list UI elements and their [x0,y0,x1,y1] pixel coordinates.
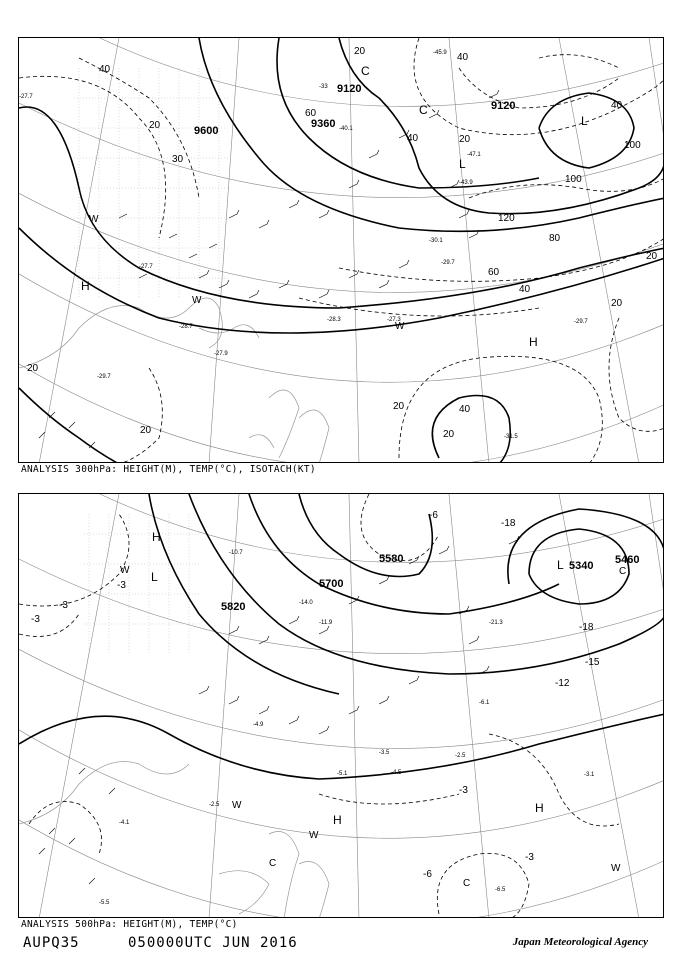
isotach-label: 120 [498,213,515,224]
isotach-label: 20 [140,425,152,436]
map-300hpa-svg [19,38,664,463]
map-500hpa-svg [19,494,664,918]
graticule-lon [39,494,664,918]
analysis-500hpa-map [18,493,664,918]
high-center: H [81,279,90,293]
isotherm-label: -6 [423,869,432,880]
high-center: H [152,530,161,544]
isotach-label: 100 [624,140,641,151]
isotherm-label: -15 [585,657,600,668]
caption-300hpa: ANALYSIS 300hPa: HEIGHT(M), TEMP(°C), ISOTACH(KT) [21,464,316,475]
temp-label: -29.7 [97,374,111,380]
isotach-label: 40 [99,64,111,75]
isotherm-label: -6 [429,510,438,521]
temp-label: -27.3 [387,317,401,323]
cold-center: C [361,64,370,78]
isotach-label: 20 [443,429,455,440]
isotach-label: 40 [519,284,531,295]
isotach-label: 40 [457,52,469,63]
graticule-lat [19,494,664,918]
caption-500hpa: ANALYSIS 500hPa: HEIGHT(M), TEMP(°C) [21,919,238,930]
height-label: 9120 [337,83,362,95]
temp-label: -31.5 [504,434,518,440]
temp-label: -6.1 [479,700,490,706]
temp-label: -29.7 [441,260,455,266]
temp-label: -3.1 [584,772,595,778]
temp-label: -6.5 [495,887,506,893]
isotherm-label: -3 [459,785,468,796]
temp-label: -30.1 [429,238,443,244]
height-label: 5460 [615,554,640,566]
low-center: L [151,570,158,584]
temp-contour-labels [31,510,600,880]
isotach-label: 20 [354,46,366,57]
low-center: L [581,114,588,128]
height-label: 5700 [319,578,344,590]
temp-label: -5.1 [337,771,348,777]
low-center: L [459,157,466,171]
height-label: 9120 [491,100,516,112]
isotherm-label: -18 [579,622,594,633]
isotach-label: 40 [611,100,623,111]
isotherm-label: -12 [555,678,570,689]
temp-label: -3.5 [379,750,390,756]
temp-label: -27.7 [19,94,33,100]
isotach-label: 20 [611,298,623,309]
high-center: H [333,813,342,827]
height-labels [194,83,515,137]
isotherm-label: -3 [31,614,40,625]
temp-label: -4.1 [119,820,130,826]
isotach-label: 20 [393,401,405,412]
isotach-label: 80 [549,233,561,244]
warm-center: W [192,295,202,306]
isotach-label: 40 [459,404,471,415]
cold-center: C [619,566,627,577]
isotach-label: 60 [305,108,317,119]
warm-center: W [120,565,130,576]
temp-label: -2.5 [209,802,220,808]
agency-name: Japan Meteorological Agency [512,936,648,948]
temp-label: -43.9 [459,180,473,186]
isotach-label: 20 [646,251,658,262]
warm-center: W [611,863,621,874]
analysis-300hpa-map [18,37,664,463]
cold-center: C [463,878,471,889]
high-center: H [535,801,544,815]
high-center: H [529,335,538,349]
isotach-label: 20 [459,134,471,145]
temp-label: -10.7 [229,550,243,556]
graticule-lon [39,38,664,463]
temp-labels [99,550,595,906]
isotach-label: 40 [407,133,419,144]
temp-label: -47.1 [467,152,481,158]
temp-label: -27.7 [139,264,153,270]
isotach-label: 100 [565,174,582,185]
cold-center: C [269,858,277,869]
cold-center: C [419,103,428,117]
temp-label: -28.3 [327,317,341,323]
chart-code: AUPQ35 [23,935,80,951]
isotherm-label: -3 [59,600,68,611]
height-label: 5820 [221,601,246,613]
temp-label: -11.9 [319,620,333,626]
temp-label: -29.7 [574,319,588,325]
temp-label: -4.5 [391,770,402,776]
temp-label: -21.3 [489,620,503,626]
temp-label: -40.1 [339,126,353,132]
warm-center: W [395,321,405,332]
isotach-label: 20 [149,120,161,131]
warm-center: W [309,830,319,841]
temp-label: -4.9 [253,722,264,728]
isotach-label: 60 [488,267,500,278]
temp-label: -2.5 [455,753,466,759]
isotherm-label: -3 [525,852,534,863]
coastline [19,762,329,919]
temp-label: -27.9 [214,351,228,357]
warm-center: W [232,800,242,811]
temp-label: -28.7 [179,324,193,330]
height-label: 9360 [311,118,336,130]
height-contours [19,38,664,463]
temp-label: -14.0 [299,600,313,606]
valid-time: 050000UTC JUN 2016 [128,935,298,951]
warm-center: W [89,214,99,225]
height-label: 9600 [194,125,219,137]
isotach-label: 20 [27,363,39,374]
height-label: 5340 [569,560,594,572]
isotach-label: 30 [172,154,184,165]
height-label: 5580 [379,553,404,565]
isotherm-label: -18 [501,518,516,529]
wind-barbs [39,90,499,448]
low-center: L [557,558,564,572]
isotach-labels [27,46,658,440]
isotherm-label: -3 [117,580,126,591]
temp-label: -33 [319,84,328,90]
temp-label: -5.5 [99,900,110,906]
temp-label: -45.9 [433,50,447,56]
pressure-centers [120,530,626,889]
